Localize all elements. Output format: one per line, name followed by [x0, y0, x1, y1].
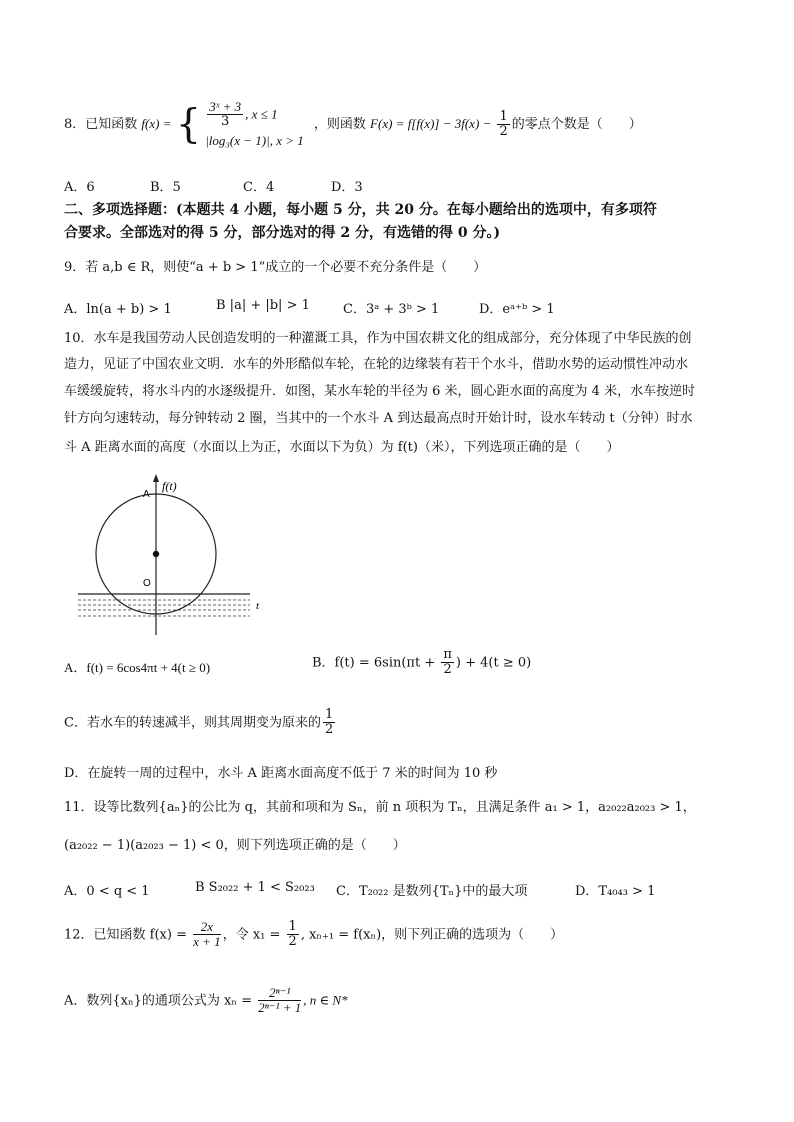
q8-half-den: 2: [499, 123, 508, 139]
q9-option-c: C．3ᵃ + 3ᵇ > 1: [343, 302, 440, 317]
q8-option-a: A．6: [64, 180, 95, 195]
q11-line2: (a₂₀₂₂ − 1)(a₂₀₂₃ − 1) < 0，则下列选项正确的是（ ）: [64, 838, 406, 853]
label-t: t: [256, 600, 260, 612]
q12-x1-num: 1: [288, 919, 297, 934]
q10-option-a: A．f(t) = 6cos4πt + 4(t ≥ 0): [64, 660, 211, 675]
q11-option-c: C．T₂₀₂₂ 是数列{Tₙ}中的最大项: [336, 884, 528, 899]
q12-pre: 12．已知函数 f(x) =: [64, 927, 187, 943]
q10-option-b-den: 2: [443, 662, 452, 678]
q12-post: , xₙ₊₁ = f(xₙ)，则下列正确的选项为（ ）: [300, 927, 564, 943]
q10-option-b-num: π: [443, 647, 452, 662]
q12-den: x + 1: [193, 934, 221, 950]
q8-case1-num: 3ˣ + 3: [209, 99, 242, 114]
q11-line1: 11．设等比数列{aₙ}的公比为 q，其前和项和为 Sₙ，前 n 项积为 Tₙ，且满足条件 a₁ > 1，a₂₀₂₂a₂₀₂₃ > 1，: [64, 800, 696, 815]
section2-header-line1: 二、多项选择题：(本题共 4 小题，每小题 5 分，共 20 分。在每小题给出的选项中，有多项符: [64, 202, 657, 218]
label-f: f(t): [162, 479, 177, 493]
q9-option-a: A．ln(a + b) > 1: [64, 302, 172, 317]
q8-option-c: C．4: [243, 180, 275, 195]
q9-option-d: D．eᵃ⁺ᵇ > 1: [479, 302, 555, 317]
wheel-center: [153, 551, 159, 557]
q12-option-a-num: 2ⁿ⁻¹: [258, 986, 301, 1001]
q8-number: 8．已知函数: [64, 116, 138, 132]
q12-stem: [64, 920, 563, 950]
q10-option-b: [312, 648, 531, 678]
q8-tail: 的零点个数是（ ）: [511, 116, 642, 132]
q12-option-a-post: , n ∈ N*: [303, 992, 348, 1008]
label-a: A: [143, 489, 150, 500]
q10-line5: 斗 A 距离水面的高度（水面以上为正，水面以下为负）为 f(t)（米），下列选项正确的是（ ）: [64, 440, 620, 455]
y-axis-arrow: [153, 474, 159, 482]
q8-case1-cond: , x ≤ 1: [245, 106, 278, 122]
q8-stem: 8．已知函数 f(x) = { $\frac{\text{3ˣ + 3}}{3}$ , x ≤ 1 |log₃(x − 1)|, x > 1 ，则函数 F(x) = f[f(x)] − 3f(x) − $\frac{1}{2}$ 的零点个数是（ ）: [64, 99, 642, 148]
label-o: O: [143, 578, 151, 589]
q11-option-a: A．0 < q < 1: [64, 884, 150, 899]
q12-option-a-pre: A．数列{xₙ}的通项公式为 xₙ =: [64, 993, 252, 1009]
q12-num: 2x: [193, 920, 221, 935]
q11-option-d: D．T₄₀₄₃ > 1: [575, 884, 656, 899]
q10-line4: 针方向匀速转动，每分钟转动 2 圈，当其中的一个水斗 A 到达最高点时开始计时，设水车转动 t（分钟）时水: [64, 411, 693, 426]
q9-option-b: B |a| + |b| > 1: [216, 298, 310, 313]
q8-option-d: D．3: [331, 180, 363, 195]
q10-option-c-pre: C．若水车的转速减半，则其周期变为原来的: [64, 715, 321, 731]
q8-mid: ，则函数: [313, 116, 366, 132]
q12-option-a: [64, 986, 348, 1016]
water-wheel-figure: [70, 470, 270, 640]
q8-case2: |log₃(x − 1)|, x > 1: [205, 132, 304, 148]
q10-option-b-post: ) + 4(t ≥ 0): [455, 655, 532, 671]
q8-option-b: B．5: [150, 180, 181, 195]
q12-option-a-den: 2ⁿ⁻¹ + 1: [258, 1000, 302, 1016]
q10-option-c: [64, 708, 337, 738]
q8-cases: [205, 100, 304, 149]
q10-line2: 造力，见证了中国农业文明．水车的外形酷似车轮，在轮的边缘装有若干个水斗，借助水势的运动惯性冲动水: [64, 357, 689, 372]
q10-line1: 10．水车是我国劳动人民创造发明的一种灌溉工具，作为中国农耕文化的组成部分，充分体现了中华民族的创: [64, 331, 692, 346]
q8-F: F(x) = f[f(x)] − 3f(x) −: [370, 115, 492, 131]
q8-fx: f(x) =: [141, 115, 172, 131]
q9-stem: 9．若 a,b ∈ R，则使“a + b > 1”成立的一个必要不充分条件是（ ）: [64, 260, 487, 275]
q10-option-c-num: 1: [324, 707, 334, 722]
q11-option-b: B S₂₀₂₂ + 1 < S₂₀₂₃: [195, 880, 315, 895]
q8-case1-den: 3: [221, 114, 230, 130]
q10-option-b-pre: B．f(t) = 6sin(πt +: [312, 655, 436, 671]
q12-x1-den: 2: [288, 934, 297, 950]
q10-option-d: D．在旋转一周的过程中，水斗 A 距离水面高度不低于 7 米的时间为 10 秒: [64, 766, 498, 781]
q10-line3: 车缓缓旋转，将水斗内的水逐级提升．如图，某水车轮的半径为 6 米，圆心距水面的高度为 4 米，水车按逆时: [64, 384, 696, 399]
q12-mid: ，令 x₁ =: [222, 927, 281, 943]
q10-option-c-den: 2: [324, 722, 334, 738]
q8-half-num: 1: [499, 108, 508, 124]
section2-header-line2: 合要求。全部选对的得 5 分，部分选对的得 2 分，有选错的得 0 分。): [64, 225, 501, 241]
